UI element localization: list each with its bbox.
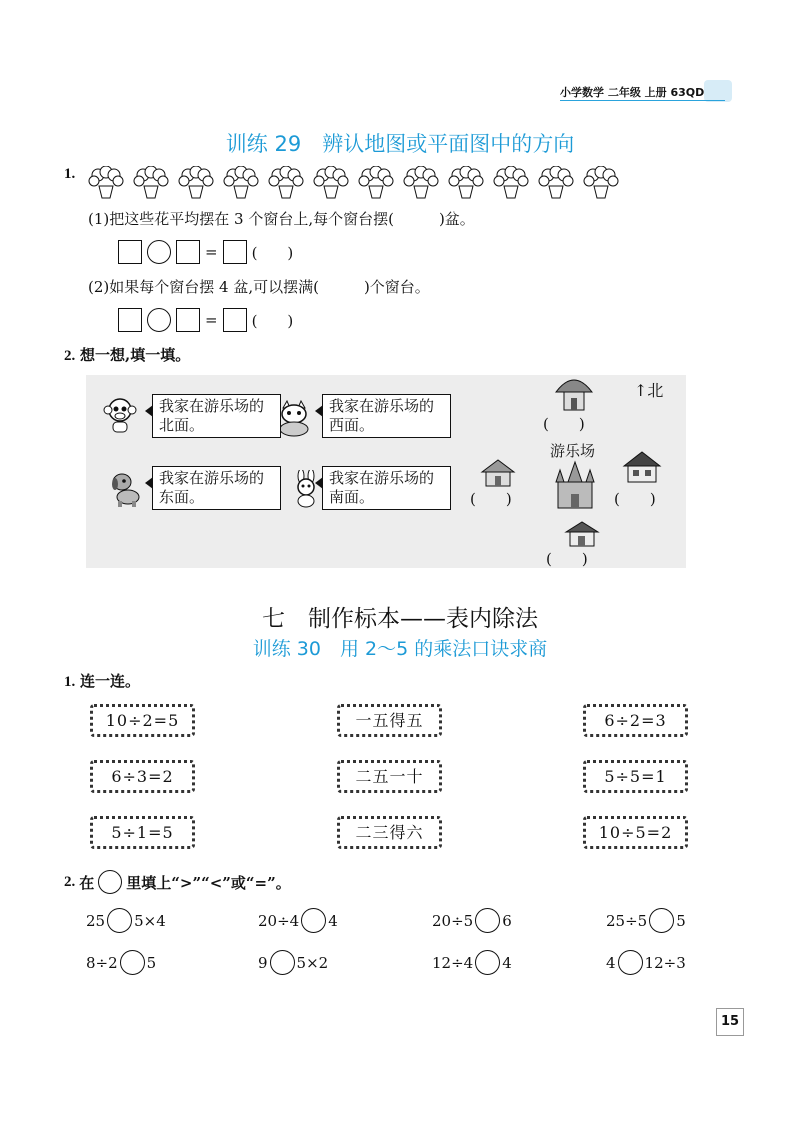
answer-box[interactable] (223, 308, 247, 332)
flower-pot-icon (311, 166, 351, 200)
q1-number: 1. (64, 166, 76, 182)
dog-icon (108, 470, 144, 508)
comparison-item (432, 950, 512, 975)
card-middle-3[interactable]: 二三得六 (337, 816, 442, 849)
amusement-park-label: 游乐场 (550, 442, 596, 460)
lesson-30-title: 训练 30 用 2～5 的乘法口诀求商 (252, 638, 548, 660)
header-rule (560, 100, 725, 101)
flower-pot-icon (266, 166, 306, 200)
left-expression: 20÷5 (432, 911, 474, 930)
running-header: 小学数学 二年级 上册 63QD (560, 86, 705, 99)
compare-circle[interactable] (270, 950, 295, 975)
south-answer-paren[interactable]: ( ) (546, 550, 588, 568)
flower-pot-icon (176, 166, 216, 200)
unit-7-title: 七 制作标本——表内除法 (262, 606, 538, 632)
mushroom-house-icon (552, 374, 596, 412)
comparison-item (258, 950, 328, 975)
speech-bubble-north: 我家在游乐场的北面。 (152, 394, 281, 438)
answer-box[interactable] (176, 308, 200, 332)
right-expression: 5 (146, 953, 157, 972)
answer-box[interactable] (176, 240, 200, 264)
north-answer-paren[interactable]: ( ) (543, 415, 585, 433)
left-expression: 8÷2 (86, 953, 118, 972)
flower-pot-icon (581, 166, 621, 200)
cat-icon (276, 400, 312, 438)
comparison-item (606, 908, 686, 933)
compare-circle[interactable] (475, 950, 500, 975)
compare-circle[interactable] (649, 908, 674, 933)
header-badge (704, 80, 732, 102)
flower-pot-icon (131, 166, 171, 200)
comparison-item (86, 908, 166, 933)
q2-heading (64, 344, 190, 365)
q1-equation-1 (118, 240, 293, 264)
s2-q2-prompt-a: 在 (79, 873, 95, 892)
example-circle (98, 870, 122, 894)
compare-circle[interactable] (107, 908, 132, 933)
right-expression: 5×4 (134, 911, 166, 930)
right-expression: 6 (502, 911, 512, 930)
right-expression: 12÷3 (644, 953, 686, 972)
left-expression: 25÷5 (606, 911, 648, 930)
answer-box[interactable] (118, 308, 142, 332)
comparison-item (606, 950, 686, 975)
north-indicator (634, 378, 663, 401)
flower-pot-icon (446, 166, 486, 200)
answer-box[interactable] (223, 240, 247, 264)
west-answer-paren[interactable]: ( ) (470, 490, 512, 508)
speech-bubble-south: 我家在游乐场的南面。 (322, 466, 451, 510)
speech-bubble-east: 我家在游乐场的东面。 (152, 466, 281, 510)
compare-circle[interactable] (618, 950, 643, 975)
castle-icon (550, 460, 600, 510)
card-left-3[interactable]: 5÷1=5 (90, 816, 195, 849)
q2-prompt: 想一想,填一填。 (80, 346, 191, 364)
right-expression: 5 (676, 911, 686, 930)
s2-q1-prompt: 连一连。 (80, 672, 141, 690)
flower-pot-icon (221, 166, 261, 200)
s2-q2-heading (64, 870, 291, 894)
card-right-1[interactable]: 6÷2=3 (583, 704, 688, 737)
north-label: 北 (647, 381, 664, 400)
q1-part2: (2)如果每个窗台摆 4 盆,可以摆满( )个窗台。 (88, 278, 430, 296)
comparison-item (86, 950, 156, 975)
card-right-3[interactable]: 10÷5=2 (583, 816, 688, 849)
q1-equation-2 (118, 308, 293, 332)
flower-pot-icon (86, 166, 126, 200)
left-expression: 9 (258, 953, 268, 972)
answer-box[interactable] (118, 240, 142, 264)
flower-pot-icon (491, 166, 531, 200)
equals-sign: = (205, 243, 218, 261)
north-arrow-icon: ↑ (634, 381, 648, 400)
east-house-icon (622, 450, 662, 484)
card-left-1[interactable]: 10÷2=5 (90, 704, 195, 737)
q2-number: 2. (64, 348, 76, 364)
left-expression: 25 (86, 911, 106, 930)
page-number: 15 (716, 1008, 744, 1036)
s2-q1-heading (64, 670, 140, 691)
card-right-2[interactable]: 5÷5=1 (583, 760, 688, 793)
east-answer-paren[interactable]: ( ) (614, 490, 656, 508)
card-left-2[interactable]: 6÷3=2 (90, 760, 195, 793)
west-house-icon (480, 458, 516, 488)
comparison-item (432, 908, 512, 933)
s2-q1-number: 1. (64, 674, 76, 690)
compare-circle[interactable] (120, 950, 145, 975)
s2-q2-number: 2. (64, 873, 76, 890)
monkey-icon (102, 396, 138, 434)
comparison-item (258, 908, 338, 933)
right-expression: 5×2 (296, 953, 329, 972)
south-house-icon (564, 520, 600, 548)
operator-circle[interactable] (147, 240, 171, 264)
card-middle-2[interactable]: 二五一十 (337, 760, 442, 793)
compare-circle[interactable] (301, 908, 326, 933)
flower-pot-icon (536, 166, 576, 200)
operator-circle[interactable] (147, 308, 171, 332)
speech-bubble-west: 我家在游乐场的西面。 (322, 394, 451, 438)
lesson-29-title: 训练 29 辨认地图或平面图中的方向 (225, 132, 575, 156)
compare-circle[interactable] (475, 908, 500, 933)
unit-paren: ( ) (251, 243, 294, 262)
unit-paren: ( ) (251, 311, 294, 330)
q1-part1: (1)把这些花平均摆在 3 个窗台上,每个窗台摆( )盆。 (88, 210, 475, 228)
left-expression: 4 (606, 953, 616, 972)
card-middle-1[interactable]: 一五得五 (337, 704, 442, 737)
right-expression: 4 (502, 953, 512, 972)
equals-sign: = (205, 311, 218, 329)
right-expression: 4 (328, 911, 338, 930)
rabbit-icon (288, 470, 324, 508)
left-expression: 12÷4 (432, 953, 474, 972)
flower-pot-icon (356, 166, 396, 200)
left-expression: 20÷4 (258, 911, 300, 930)
s2-q2-prompt-b: 里填上“>”“<”或“=”。 (126, 873, 291, 892)
flower-pot-icon (401, 166, 441, 200)
